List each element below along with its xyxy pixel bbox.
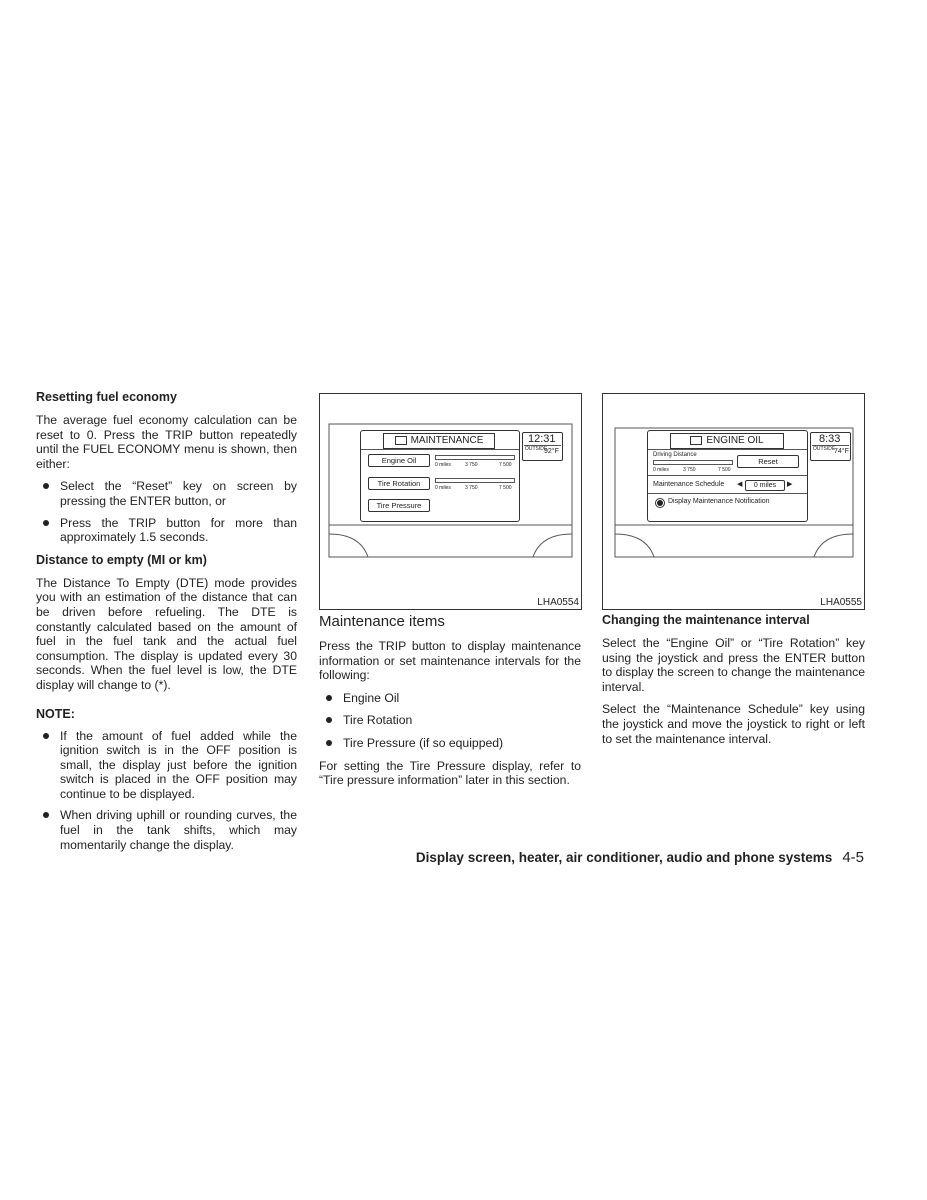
scale-max: 7 500 xyxy=(718,467,731,473)
left-column xyxy=(36,390,297,860)
dte-heading: Distance to empty (MI or km) xyxy=(36,552,207,567)
page-footer xyxy=(416,849,864,866)
notification-label: Display Maintenance Notification xyxy=(668,498,770,505)
reset-bullets xyxy=(36,479,297,544)
changing-interval-paragraph-1: Select the “Engine Oil” or “Tire Rotation” key using the joystick and press the ENTER button to display the screen to change the maintenance interval. xyxy=(602,636,865,694)
maintenance-items-list xyxy=(319,691,581,751)
scale-mid: 3 750 xyxy=(465,485,478,491)
engine-oil-progress xyxy=(435,455,515,460)
clock-time: 8:33 xyxy=(819,433,841,445)
clock-time: 12:31 xyxy=(528,433,556,445)
changing-interval-paragraph-2: Select the “Maintenance Schedule” key using the joystick and move the joystick to right or left to set the maintenance interval. xyxy=(602,702,865,746)
scale-mid: 3 750 xyxy=(465,462,478,468)
wrench-icon xyxy=(395,436,407,445)
clock-display xyxy=(522,432,563,461)
scale-min: 0 miles xyxy=(653,467,669,473)
list-item: Press the TRIP button for more than approximately 1.5 seconds. xyxy=(36,516,297,545)
maintenance-screen-figure xyxy=(319,393,582,610)
figure-label: LHA0555 xyxy=(820,597,862,608)
engine-oil-button[interactable]: Engine Oil xyxy=(368,454,430,467)
engine-oil-panel xyxy=(647,430,808,522)
outside-temp: 74°F xyxy=(834,448,849,455)
list-item: Tire Pressure (if so equipped) xyxy=(319,736,581,751)
oil-icon xyxy=(690,436,702,445)
engine-oil-screen-figure xyxy=(602,393,865,610)
page-number: 4-5 xyxy=(842,849,864,866)
middle-column xyxy=(319,613,581,796)
bullet-icon xyxy=(326,695,332,701)
driving-distance-label: Driving Distance xyxy=(653,452,697,458)
note-heading: NOTE: xyxy=(36,706,75,721)
bullet-icon xyxy=(43,520,49,526)
outside-temp: 92°F xyxy=(544,448,559,455)
reset-paragraph: The average fuel economy calculation can be reset to 0. Press the TRIP button repeatedly until the FUEL ECONOMY menu is shown, then either: xyxy=(36,413,297,471)
bullet-icon xyxy=(326,717,332,723)
tire-pressure-button[interactable]: Tire Pressure xyxy=(368,499,430,512)
list-item: Engine Oil xyxy=(319,691,581,706)
figure-label: LHA0554 xyxy=(537,597,579,608)
list-item: Select the “Reset” key on screen by pressing the ENTER button, or xyxy=(36,479,297,508)
maintenance-items-heading: Maintenance items xyxy=(319,613,445,630)
reset-button[interactable]: Reset xyxy=(737,455,799,468)
maintenance-items-paragraph: Press the TRIP button to display maintenance information or set maintenance intervals for the following: xyxy=(319,639,581,683)
divider xyxy=(361,449,519,450)
bullet-icon xyxy=(326,740,332,746)
scale-max: 7 500 xyxy=(499,485,512,491)
tire-pressure-paragraph: For setting the Tire Pressure display, refer to “Tire pressure information” later in this section. xyxy=(319,758,581,788)
driving-distance-progress xyxy=(653,460,733,465)
list-item: If the amount of fuel added while the ignition switch is in the OFF position is small, the display just before the ignition switch is placed in the OFF position may continue to be displayed. xyxy=(36,729,297,802)
clock-display xyxy=(810,432,851,461)
scale-min: 0 miles xyxy=(435,485,451,491)
changing-interval-heading: Changing the maintenance interval xyxy=(602,613,810,627)
scale-max: 7 500 xyxy=(499,462,512,468)
bullet-icon xyxy=(43,812,49,818)
arrow-left-icon[interactable]: ◀ xyxy=(737,481,743,488)
maintenance-title: MAINTENANCE xyxy=(383,433,495,449)
note-bullets xyxy=(36,729,297,853)
section-title: Display screen, heater, air conditioner, audio and phone systems xyxy=(415,850,833,865)
maintenance-schedule-value[interactable]: 0 miles xyxy=(745,480,785,491)
dte-paragraph: The Distance To Empty (DTE) mode provides you with an estimation of the distance that can be driven before refueling. The DTE is constantly calculated based on the amount of fuel in the fuel tank and the actual fuel consumption. The display is updated every 30 seconds. When the fuel level is low, the DTE display will change to (*). xyxy=(36,575,297,692)
scale-min: 0 miles xyxy=(435,462,451,468)
outside-label: OUTSIDE xyxy=(525,446,548,452)
arrow-right-icon[interactable]: ▶ xyxy=(787,481,793,488)
reset-heading: Resetting fuel economy xyxy=(36,390,177,404)
engine-oil-title: ENGINE OIL xyxy=(670,433,784,449)
notification-radio[interactable] xyxy=(655,498,665,508)
list-item: Tire Rotation xyxy=(319,713,581,728)
bullet-icon xyxy=(43,733,49,739)
bullet-icon xyxy=(43,483,49,489)
tire-rotation-progress xyxy=(435,478,515,483)
maintenance-panel xyxy=(360,430,520,522)
scale-mid: 3 750 xyxy=(683,467,696,473)
list-item: When driving uphill or rounding curves, the fuel in the tank shifts, which may momentarily change the display. xyxy=(36,808,297,852)
maintenance-schedule-label: Maintenance Schedule xyxy=(653,481,725,488)
right-column xyxy=(602,613,865,754)
tire-rotation-button[interactable]: Tire Rotation xyxy=(368,477,430,490)
outside-label: OUTSIDE xyxy=(813,446,836,452)
